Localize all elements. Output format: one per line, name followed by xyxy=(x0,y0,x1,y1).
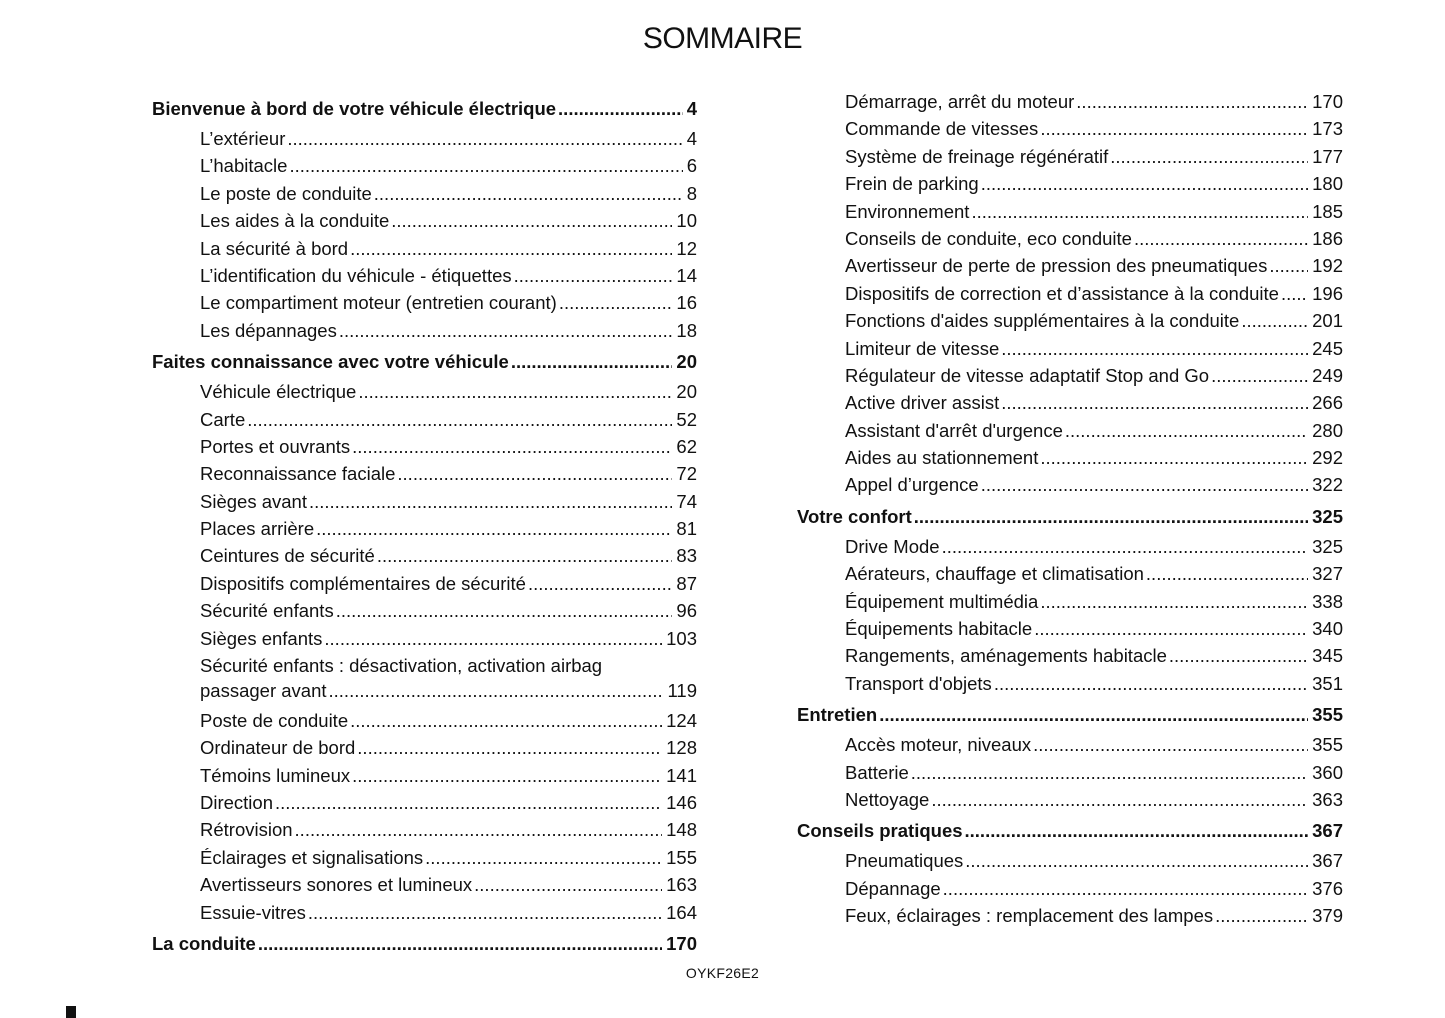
toc-entry-page: 103 xyxy=(666,627,697,649)
toc-entry-page: 327 xyxy=(1312,563,1343,585)
toc-entry[interactable] xyxy=(797,225,1343,252)
leader-dots xyxy=(397,460,672,487)
toc-entry[interactable] xyxy=(152,844,697,871)
toc-entry-label: Dispositifs complémentaires de sécurité xyxy=(200,572,526,594)
leader-dots xyxy=(309,488,672,515)
toc-entry-page: 62 xyxy=(676,435,697,457)
leader-dots xyxy=(911,759,1308,786)
toc-entry-page: 351 xyxy=(1312,672,1343,694)
toc-entry-page: 186 xyxy=(1312,227,1343,249)
leader-dots xyxy=(275,789,662,816)
leader-dots xyxy=(358,378,672,405)
toc-entry[interactable] xyxy=(797,444,1343,471)
toc-entry-page: 83 xyxy=(676,545,697,567)
leader-dots xyxy=(1169,642,1308,669)
toc-entry-label: Système de freinage régénératif xyxy=(845,145,1109,167)
toc-entry[interactable] xyxy=(797,198,1343,225)
toc-entry[interactable] xyxy=(152,207,697,234)
toc-entry[interactable] xyxy=(152,542,697,569)
toc-entry[interactable] xyxy=(152,789,697,816)
toc-section-label: Bienvenue à bord de votre véhicule électrique xyxy=(152,98,557,119)
leader-dots xyxy=(931,786,1308,813)
toc-section-page: 4 xyxy=(686,98,697,119)
toc-entry-page: 367 xyxy=(1312,850,1343,872)
toc-entry-label: L’extérieur xyxy=(200,128,286,149)
toc-entry[interactable] xyxy=(152,262,697,289)
leader-dots xyxy=(352,433,672,460)
toc-entry-label: Sièges enfants xyxy=(200,627,323,649)
toc-section-page: 170 xyxy=(666,932,697,954)
leader-dots xyxy=(1076,88,1308,115)
leader-dots xyxy=(374,180,683,207)
toc-entry-page: 292 xyxy=(1312,447,1343,469)
toc-entry-label: Aérateurs, chauffage et climatisation xyxy=(845,563,1144,585)
toc-entry[interactable] xyxy=(152,762,697,789)
leader-dots xyxy=(981,471,1308,498)
toc-entry[interactable] xyxy=(152,378,697,405)
toc-entry[interactable] xyxy=(152,734,697,761)
leader-dots xyxy=(316,515,672,542)
leader-dots xyxy=(1241,307,1308,334)
document-code: OYKF26E2 xyxy=(685,965,760,981)
toc-entry[interactable] xyxy=(797,471,1343,498)
toc-section[interactable] xyxy=(797,699,1343,731)
leader-dots xyxy=(377,542,673,569)
leader-dots xyxy=(357,734,662,761)
toc-entry-page: 72 xyxy=(676,463,697,485)
toc-entry-label: Rangements, aménagements habitacle xyxy=(845,645,1167,667)
toc-entry-label: Environnement xyxy=(845,200,970,222)
toc-entry-page: 87 xyxy=(676,572,697,594)
toc-entry[interactable] xyxy=(797,670,1343,697)
toc-entry-page: 8 xyxy=(686,182,697,204)
leader-dots xyxy=(971,198,1308,225)
toc-entry-page: 128 xyxy=(666,737,697,759)
toc-entry-label: Éclairages et signalisations xyxy=(200,846,424,868)
leader-dots xyxy=(258,928,662,960)
leader-dots xyxy=(350,235,672,262)
toc-section[interactable] xyxy=(152,928,697,960)
toc-entry[interactable] xyxy=(152,488,697,515)
toc-section-page: 355 xyxy=(1312,704,1343,726)
toc-entry-label: Véhicule électrique xyxy=(200,381,357,403)
toc-entry-label: Avertisseurs sonores et lumineux xyxy=(200,874,473,896)
toc-entry[interactable] xyxy=(152,899,697,926)
toc-entry-page: 16 xyxy=(676,292,697,314)
toc-entry-label: Conseils de conduite, eco conduite xyxy=(845,227,1132,249)
toc-entry-label: Sécurité enfants : désactivation, activation airbag xyxy=(200,655,603,677)
toc-entry[interactable] xyxy=(797,902,1343,929)
leader-dots xyxy=(1033,731,1308,758)
toc-entry-page: 74 xyxy=(676,490,697,512)
toc-entry-page: 325 xyxy=(1312,535,1343,557)
leader-dots xyxy=(942,533,1309,560)
toc-entry[interactable] xyxy=(797,252,1343,279)
toc-entry[interactable] xyxy=(797,307,1343,334)
leader-dots xyxy=(329,677,664,704)
toc-entry[interactable] xyxy=(797,417,1343,444)
toc-entry-label: Avertisseur de perte de pression des pneumatiques xyxy=(845,255,1268,277)
toc-entry[interactable] xyxy=(152,289,697,316)
leader-dots xyxy=(350,707,662,734)
leader-dots xyxy=(914,501,1308,533)
toc-entry-page: 148 xyxy=(666,819,697,841)
toc-entry-page: 124 xyxy=(666,709,697,731)
toc-entry-label: Carte xyxy=(200,408,246,430)
toc-entry-label: Rétrovision xyxy=(200,819,293,841)
toc-entry-page: 338 xyxy=(1312,590,1343,612)
toc-entry-page: 18 xyxy=(676,319,697,341)
leader-dots xyxy=(308,899,662,926)
toc-entry-label: Équipements habitacle xyxy=(845,618,1033,640)
toc-entry[interactable] xyxy=(152,433,697,460)
toc-entry-label: Active driver assist xyxy=(845,392,1000,414)
toc-entry[interactable] xyxy=(797,170,1343,197)
leader-dots xyxy=(1215,902,1308,929)
leader-dots xyxy=(391,207,672,234)
toc-entry-label: Reconnaissance faciale xyxy=(200,463,396,485)
toc-entry-label: Aides au stationnement xyxy=(845,447,1039,469)
toc-entry-page: 96 xyxy=(676,600,697,622)
toc-entry[interactable] xyxy=(152,152,697,179)
toc-entry-page: 81 xyxy=(676,518,697,540)
toc-entry[interactable] xyxy=(152,515,697,542)
leader-dots xyxy=(514,262,673,289)
leader-dots xyxy=(1001,389,1308,416)
toc-entry[interactable] xyxy=(152,235,697,262)
toc-section[interactable] xyxy=(797,501,1343,533)
toc-entry-label: Poste de conduite xyxy=(200,709,349,731)
toc-entry[interactable] xyxy=(797,560,1343,587)
toc-entry-label: Essuie-vitres xyxy=(200,901,306,923)
toc-entry[interactable] xyxy=(152,625,697,652)
toc-entry[interactable] xyxy=(797,115,1343,142)
toc-entry-label: L’habitacle xyxy=(200,155,288,177)
toc-entry[interactable] xyxy=(797,731,1343,758)
leader-dots xyxy=(247,406,672,433)
toc-entry-page: 249 xyxy=(1312,364,1343,386)
toc-entry[interactable] xyxy=(152,597,697,624)
leader-dots xyxy=(1065,417,1308,444)
toc-entry-page: 201 xyxy=(1312,310,1343,332)
leader-dots xyxy=(1040,588,1308,615)
leader-dots xyxy=(1110,143,1308,170)
toc-entry-page: 266 xyxy=(1312,392,1343,414)
leader-dots xyxy=(1281,280,1308,307)
toc-entry[interactable] xyxy=(797,362,1343,389)
leader-dots xyxy=(943,875,1308,902)
toc-entry[interactable] xyxy=(797,389,1343,416)
leader-dots xyxy=(295,816,663,843)
toc-entry[interactable] xyxy=(152,652,697,707)
toc-section-label: La conduite xyxy=(152,932,256,954)
toc-entry-page: 173 xyxy=(1312,118,1343,140)
toc-entry-page: 245 xyxy=(1312,337,1343,359)
toc-entry-page: 360 xyxy=(1312,761,1343,783)
toc-entry-label: Le compartiment moteur (entretien courant) xyxy=(200,292,557,314)
toc-entry-label: Limiteur de vitesse xyxy=(845,337,1000,359)
toc-entry-page: 192 xyxy=(1312,255,1343,277)
leader-dots xyxy=(287,125,682,152)
toc-entry-label: Batterie xyxy=(845,761,909,783)
toc-entry[interactable] xyxy=(797,280,1343,307)
toc-section[interactable] xyxy=(797,815,1343,847)
leader-dots xyxy=(981,170,1308,197)
toc-entry-page: 119 xyxy=(667,680,697,702)
toc-entry-page: 340 xyxy=(1312,618,1343,640)
toc-entry-label: Dispositifs de correction et d’assistance à la conduite xyxy=(845,282,1279,304)
toc-section-page: 367 xyxy=(1312,820,1343,842)
toc-entry[interactable] xyxy=(152,707,697,734)
leader-dots xyxy=(339,317,673,344)
toc-entry-label: Assistant d'arrêt d'urgence xyxy=(845,419,1063,441)
toc-entry-page: 180 xyxy=(1312,173,1343,195)
leader-dots xyxy=(474,871,662,898)
toc-entry-label: Ceintures de sécurité xyxy=(200,545,375,567)
toc-entry[interactable] xyxy=(152,406,697,433)
leader-dots xyxy=(1146,560,1308,587)
toc-entry-label: Les dépannages xyxy=(200,319,337,341)
toc-entry[interactable] xyxy=(797,143,1343,170)
leader-dots xyxy=(1134,225,1308,252)
toc-entry[interactable] xyxy=(797,875,1343,902)
toc-entry[interactable] xyxy=(152,125,697,152)
toc-section-label: Entretien xyxy=(797,704,878,726)
toc-entry-label: Accès moteur, niveaux xyxy=(845,734,1032,756)
toc-section-label: Conseils pratiques xyxy=(797,820,963,842)
toc-entry-page: 280 xyxy=(1312,419,1343,441)
toc-entry-page: 141 xyxy=(666,764,697,786)
toc-entry-page: 363 xyxy=(1312,788,1343,810)
toc-entry[interactable] xyxy=(797,615,1343,642)
toc-entry[interactable] xyxy=(797,533,1343,560)
toc-entry-label: Direction xyxy=(200,792,273,813)
toc-section-page: 325 xyxy=(1312,505,1343,527)
toc-entry-page: 12 xyxy=(676,237,697,259)
toc-entry-label: La sécurité à bord xyxy=(200,237,349,259)
corner-mark xyxy=(66,1006,76,1018)
leader-dots xyxy=(965,815,1309,847)
toc-entry-page: 10 xyxy=(676,210,697,232)
toc-entry-label: Places arrière xyxy=(200,518,315,540)
toc-entry-page: 185 xyxy=(1312,200,1343,222)
page-title: SOMMAIRE xyxy=(642,22,803,55)
toc-entry-page: 164 xyxy=(666,901,697,923)
toc-entry-label: Nettoyage xyxy=(845,788,930,810)
toc-section-label: Faites connaissance avec votre véhicule xyxy=(152,351,509,373)
toc-entry-label: Feux, éclairages : remplacement des lampes xyxy=(845,905,1214,927)
toc-entry-page: 155 xyxy=(666,846,697,868)
toc-entry-label: Les aides à la conduite xyxy=(200,210,390,232)
toc-entry[interactable] xyxy=(797,759,1343,786)
leader-dots xyxy=(879,699,1308,731)
leader-dots xyxy=(528,570,672,597)
toc-section-label: Votre confort xyxy=(797,505,912,527)
toc-entry-label: Le poste de conduite xyxy=(200,182,372,204)
toc-entry-page: 196 xyxy=(1312,282,1343,304)
toc-entry-page: 376 xyxy=(1312,877,1343,899)
leader-dots xyxy=(1211,362,1308,389)
leader-dots xyxy=(965,847,1308,874)
leader-dots xyxy=(1040,444,1308,471)
leader-dots xyxy=(324,625,662,652)
toc-entry-page: 6 xyxy=(686,155,697,177)
leader-dots xyxy=(558,93,683,125)
toc-section-page: 20 xyxy=(676,351,697,373)
toc-entry-label: Fonctions d'aides supplémentaires à la conduite xyxy=(845,310,1240,332)
toc-entry[interactable] xyxy=(797,335,1343,362)
toc-entry[interactable] xyxy=(152,460,697,487)
leader-dots xyxy=(289,152,682,179)
toc-entry-label: Dépannage xyxy=(845,877,941,899)
toc-entry-page: 345 xyxy=(1312,645,1343,667)
toc-entry[interactable] xyxy=(797,847,1343,874)
toc-entry-page: 322 xyxy=(1312,474,1343,496)
leader-dots xyxy=(1001,335,1308,362)
toc-section[interactable] xyxy=(152,346,697,378)
toc-entry-label: Sécurité enfants xyxy=(200,600,334,622)
leader-dots xyxy=(1269,252,1308,279)
toc-entry-label: Commande de vitesses xyxy=(845,118,1039,140)
toc-entry[interactable] xyxy=(797,88,1343,115)
toc-entry[interactable] xyxy=(797,786,1343,813)
toc-entry-page: 177 xyxy=(1312,145,1343,167)
toc-entry[interactable] xyxy=(152,317,697,344)
toc-entry-label: Appel d’urgence xyxy=(845,474,979,496)
toc-entry-page: 4 xyxy=(686,128,697,149)
toc-entry-label: Témoins lumineux xyxy=(200,764,351,786)
toc-entry-label: Transport d'objets xyxy=(845,672,992,694)
leader-dots xyxy=(352,762,662,789)
toc-entry[interactable] xyxy=(797,642,1343,669)
toc-left-column xyxy=(152,91,697,960)
toc-entry[interactable] xyxy=(152,570,697,597)
toc-entry-page: 52 xyxy=(676,408,697,430)
toc-entry[interactable] xyxy=(152,871,697,898)
toc-entry-page: 163 xyxy=(666,874,697,896)
toc-entry-label: Drive Mode xyxy=(845,535,940,557)
toc-entry-label: Frein de parking xyxy=(845,173,979,195)
toc-section[interactable] xyxy=(152,93,697,125)
leader-dots xyxy=(559,289,673,316)
leader-dots xyxy=(1034,615,1308,642)
toc-entry-label: Pneumatiques xyxy=(845,850,964,872)
toc-entry-page: 379 xyxy=(1312,905,1343,927)
leader-dots xyxy=(336,597,673,624)
toc-entry-page: 14 xyxy=(676,264,697,286)
toc-entry-label: Régulateur de vitesse adaptatif Stop and Go xyxy=(845,364,1210,386)
toc-entry-label: Équipement multimédia xyxy=(845,590,1039,612)
toc-entry[interactable] xyxy=(797,588,1343,615)
toc-right-column xyxy=(797,88,1343,930)
toc-entry-label: L’identification du véhicule - étiquettes xyxy=(200,264,512,286)
toc-entry-page: 170 xyxy=(1312,91,1343,112)
leader-dots xyxy=(994,670,1308,697)
toc-entry-label: Démarrage, arrêt du moteur xyxy=(845,91,1075,112)
toc-entry-page: 355 xyxy=(1312,734,1343,756)
toc-entry-label: Sièges avant xyxy=(200,490,307,512)
leader-dots xyxy=(511,346,673,378)
toc-entry-label: Portes et ouvrants xyxy=(200,435,351,457)
leader-dots xyxy=(1040,115,1308,142)
toc-entry[interactable] xyxy=(152,180,697,207)
toc-entry-page: 146 xyxy=(666,792,697,813)
leader-dots xyxy=(425,844,662,871)
toc-entry-label: Ordinateur de bord xyxy=(200,737,356,759)
toc-entry-label: passager avant xyxy=(200,680,327,702)
toc-entry[interactable] xyxy=(152,816,697,843)
toc-entry-page: 20 xyxy=(676,381,697,403)
